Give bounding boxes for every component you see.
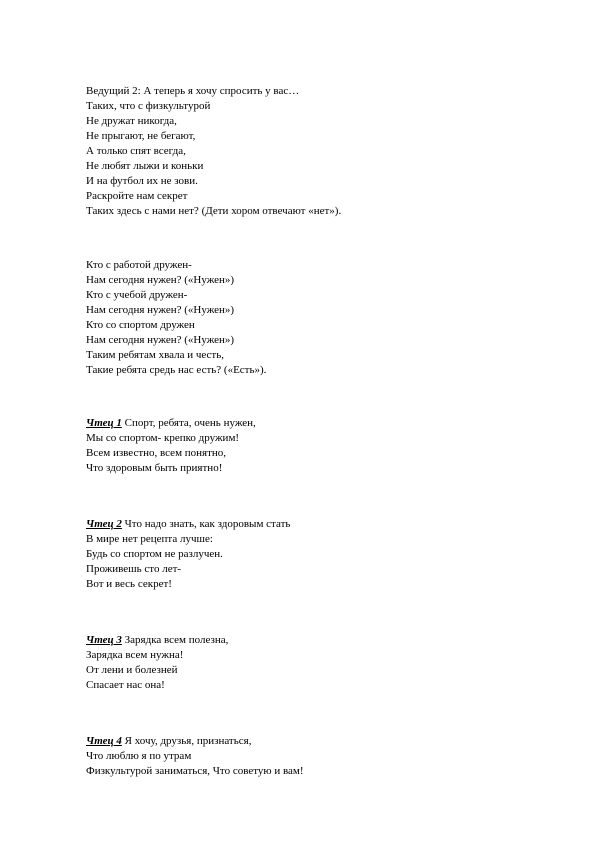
text-line: Мы со спортом- крепко дружим!	[86, 432, 240, 444]
text-line: Не дружат никогда,	[86, 115, 177, 127]
reader-2-stanza	[86, 517, 566, 592]
text-line: И на футбол их не зови.	[86, 175, 198, 187]
text-line: Физкультурой заниматься, Что советую и вам!	[86, 765, 304, 777]
reader-3-stanza	[86, 633, 566, 693]
text-line: Ведущий 2: А теперь я хочу спросить у вас…	[86, 85, 300, 97]
text-line: Таким ребятам хвала и честь,	[86, 349, 224, 361]
speaker-line: Что надо знать, как здоровым стать	[121, 518, 291, 530]
text-line: Всем известно, всем понятно,	[86, 447, 227, 459]
speaker-label: Чтец 1	[86, 417, 122, 429]
text-line: От лени и болезней	[86, 664, 178, 676]
text-line	[86, 517, 566, 532]
text-line: Нам сегодня нужен? («Нужен»)	[86, 334, 235, 346]
text-line: Не прыгают, не бегают,	[86, 130, 196, 142]
speaker-line: Спорт, ребята, очень нужен,	[121, 417, 256, 429]
text-line: Раскройте нам секрет	[86, 190, 188, 202]
speaker-label: Чтец 4	[86, 735, 122, 747]
text-line: В мире нет рецепта лучше:	[86, 533, 213, 545]
text-line: Кто с учебой дружен-	[86, 289, 188, 301]
text-line: Вот и весь секрет!	[86, 578, 172, 590]
text-line: Что здоровым быть приятно!	[86, 462, 223, 474]
presenter-stanza	[86, 84, 566, 219]
text-line: Нам сегодня нужен? («Нужен»)	[86, 274, 235, 286]
reader-4-stanza	[86, 734, 566, 779]
speaker-label: Чтец 3	[86, 634, 122, 646]
text-line: Не любят лыжи и коньки	[86, 160, 204, 172]
speaker-line: Я хочу, друзья, признаться,	[121, 735, 252, 747]
text-line	[86, 633, 566, 648]
text-line: Проживешь сто лет-	[86, 563, 182, 575]
call-and-response-stanza	[86, 258, 566, 378]
text-line: Кто с работой дружен-	[86, 259, 192, 271]
text-line: Такие ребята средь нас есть? («Есть»).	[86, 364, 267, 376]
speaker-label: Чтец 2	[86, 518, 122, 530]
text-line: Нам сегодня нужен? («Нужен»)	[86, 304, 235, 316]
text-line	[86, 734, 566, 749]
text-line: Таких, что с физкультурой	[86, 100, 211, 112]
text-line: Что люблю я по утрам	[86, 750, 192, 762]
text-line: Таких здесь с нами нет? (Дети хором отвечают «нет»).	[86, 205, 342, 217]
text-line: А только спят всегда,	[86, 145, 186, 157]
text-line	[86, 416, 566, 431]
text-line: Зарядка всем нужна!	[86, 649, 184, 661]
reader-1-stanza	[86, 416, 566, 476]
text-line: Спасает нас она!	[86, 679, 165, 691]
text-line: Кто со спортом дружен	[86, 319, 195, 331]
text-line: Будь со спортом не разлучен.	[86, 548, 223, 560]
speaker-line: Зарядка всем полезна,	[121, 634, 229, 646]
